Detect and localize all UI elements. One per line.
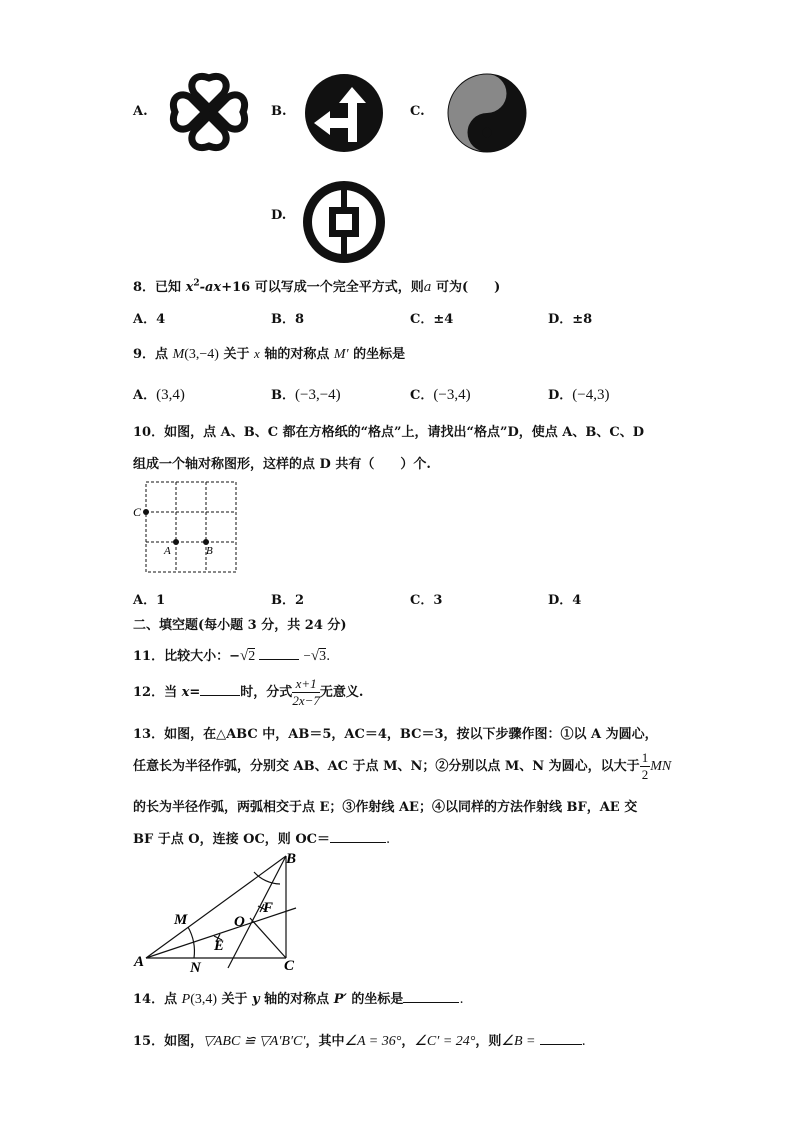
fig-label-c: C: [284, 958, 295, 974]
q10-option-c: C．3: [410, 593, 443, 608]
q12-answer-blank: [200, 683, 240, 696]
q8-stem: 8．已知 $x^2-ax+16$ 可以写成一个完全平方式，则a 可为( ): [133, 278, 501, 295]
q8-option-b: B．8: [271, 312, 305, 327]
q10-option-d: D．4: [548, 593, 582, 608]
grid-label-b: B: [206, 545, 213, 557]
q13-line3: 的长为半径作弧，两弧相交于点 E；③作射线 AE；④以同样的方法作射线 BF，AE 交: [133, 800, 638, 815]
celtic-knot-icon: [165, 68, 253, 156]
q15-stem: 15．如图，▽ABC ≌ ▽A′B′C′，其中∠A = 36°，∠C′ = 24°，则∠B = .: [133, 1034, 586, 1049]
grid-label-c: C: [133, 505, 142, 519]
fig-label-o: O: [234, 914, 245, 930]
q9-option-a: A．(3,4): [133, 387, 185, 403]
grid-label-a: A: [164, 545, 171, 557]
q13-line2: 任意长为半径作弧，分别交 AB、AC 于点 M、N；②分别以点 M、N 为圆心，以大于 $\frac{1}{2}$ MN: [133, 750, 672, 782]
fig-label-a: A: [134, 954, 145, 970]
q15-answer-blank: [540, 1032, 582, 1045]
q7-option-b-label: B.: [271, 104, 287, 119]
fig-label-m: M: [174, 912, 188, 928]
q12-stem: 12．当 x= 时，分式 $\frac{x+1}{2x-7}$ 无意义.: [133, 676, 364, 708]
q8-option-c: C．±4: [410, 312, 454, 327]
q10-option-b: B．2: [271, 593, 305, 608]
section-title: 二、填空题(每小题 3 分，共 24 分): [133, 618, 347, 633]
q13-half-fraction: $\frac{1}{2}$: [641, 750, 649, 782]
q10-option-a: A．1: [133, 593, 166, 608]
q14-answer-blank: [403, 990, 459, 1003]
fig-label-n: N: [190, 960, 201, 976]
grid-point-a: [173, 539, 179, 545]
q7-option-c-label: C.: [410, 104, 425, 119]
fig-label-e: E: [214, 938, 225, 954]
q10-grid-figure: [130, 478, 242, 576]
q13-triangle-figure: [130, 848, 310, 976]
q9-stem: 9．点 M(3,−4) 关于 x 轴的对称点 M′ 的坐标是: [133, 346, 406, 362]
q7-option-a-label: A.: [133, 104, 148, 119]
fig-label-f: F: [263, 900, 274, 916]
q11-stem: 11．比较大小：−√2 −√3.: [133, 648, 331, 664]
yin-yang-icon: [447, 73, 527, 153]
q9-option-d: D．(−4,3): [548, 387, 610, 403]
q8-option-d: D．±8: [548, 312, 593, 327]
bank-coin-logo-icon: [302, 180, 386, 264]
grid-point-c: [143, 509, 149, 515]
q10-stem-line2: 组成一个轴对称图形，这样的点 D 共有（ ）个.: [133, 457, 431, 472]
fig-label-b: B: [286, 851, 297, 867]
q14-stem: 14．点 P(3,4) 关于 y 轴的对称点 P′ 的坐标是 .: [133, 992, 464, 1007]
q9-option-b: B．(−3,−4): [271, 387, 341, 403]
q13-line4: BF 于点 O，连接 OC，则 OC＝ .: [133, 832, 391, 847]
q7-option-d-label: D.: [271, 208, 287, 223]
q13-line1: 13．如图，在△ABC 中，AB＝5，AC＝4，BC＝3，按以下步骤作图：①以 A 为圆心，: [133, 727, 658, 742]
q9-option-c: C．(−3,4): [410, 387, 471, 403]
q13-answer-blank: [330, 830, 386, 843]
q12-fraction: $\frac{x+1}{2x-7}$: [292, 676, 320, 708]
turn-arrow-sign-icon: [304, 73, 384, 153]
q11-answer-blank: [259, 647, 299, 660]
q8-option-a: A．4: [133, 312, 166, 327]
q10-stem-line1: 10．如图，点 A、B、C 都在方格纸的“格点”上，请找出“格点”D，使点 A、B、C、D: [133, 425, 644, 440]
